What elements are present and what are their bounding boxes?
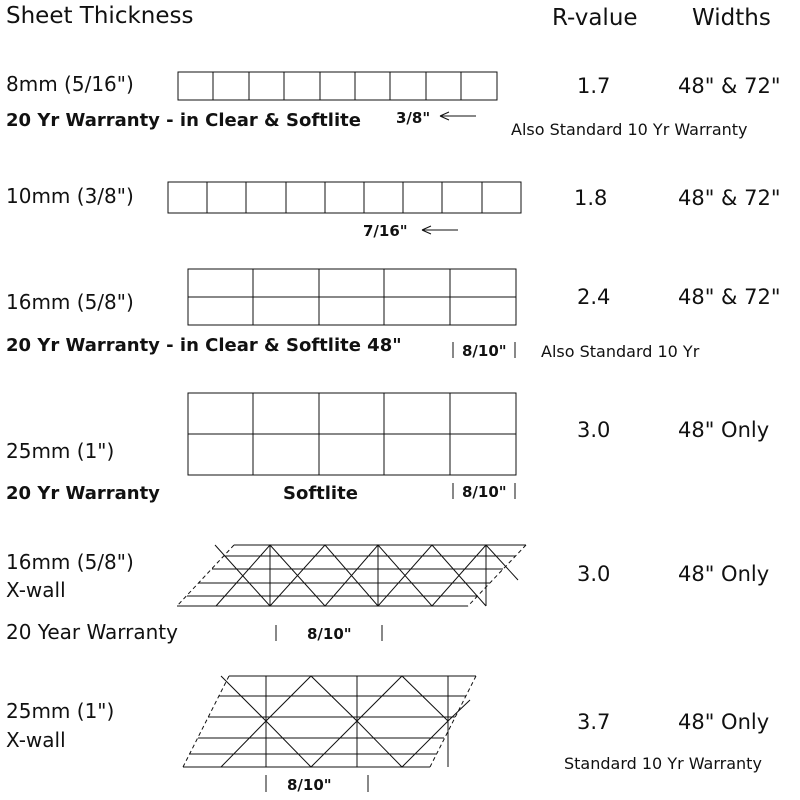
r-value: 1.7 [577,74,611,98]
thickness-label: 25mm (1") [6,439,115,463]
sheet-thickness-header: Sheet Thickness [6,3,194,29]
dimension-label: 8/10" [307,625,352,643]
dimension-label: 8/10" [287,776,332,794]
warranty-label: 20 Yr Warranty [6,483,160,504]
widths-value: 48" Only [678,562,770,586]
widths-value: 48" Only [678,418,770,442]
dimension-label: 8/10" [462,342,507,360]
warranty-label: 20 Yr Warranty - in Clear & Softlite [6,110,361,131]
widths-value: 48" & 72" [678,285,781,309]
widths-value: 48" Only [678,710,770,734]
profile-16mm-xwall [177,545,526,606]
thickness-label: 8mm (5/16") [6,72,134,96]
thickness-label: 25mm (1") [6,699,115,723]
dimension-label: 8/10" [462,483,507,501]
wall-type-label: X-wall [6,728,66,752]
wall-type-label: X-wall [6,578,66,602]
dimension-label: 3/8" [396,109,431,127]
warranty-label: 20 Yr Warranty - in Clear & Softlite 48" [6,335,402,356]
softlite-label: Softlite [283,483,358,504]
arrow-left-icon [440,112,476,120]
thickness-label: 16mm (5/8") [6,550,134,574]
r-value-header: R-value [552,5,638,31]
warranty-note: Standard 10 Yr Warranty [564,754,762,773]
dimension-label: 7/16" [363,222,408,240]
warranty-note: Also Standard 10 Yr Warranty [511,120,748,139]
warranty-note: Also Standard 10 Yr [541,342,700,361]
widths-value: 48" & 72" [678,74,781,98]
profile-25mm-xwall [183,676,476,767]
arrow-left-icon [422,226,458,234]
r-value: 3.0 [577,562,611,586]
r-value: 3.0 [577,418,611,442]
widths-header: Widths [692,5,771,31]
thickness-label: 16mm (5/8") [6,290,134,314]
warranty-label: 20 Year Warranty [6,620,178,644]
profile-10mm-twinwall [168,182,521,213]
profile-16mm-triplewall [188,269,516,325]
thickness-label: 10mm (3/8") [6,184,134,208]
r-value: 1.8 [574,186,608,210]
widths-value: 48" & 72" [678,186,781,210]
r-value: 2.4 [577,285,611,309]
profile-25mm-triplewall [188,393,516,475]
profile-8mm-twinwall [178,72,497,100]
r-value: 3.7 [577,710,611,734]
